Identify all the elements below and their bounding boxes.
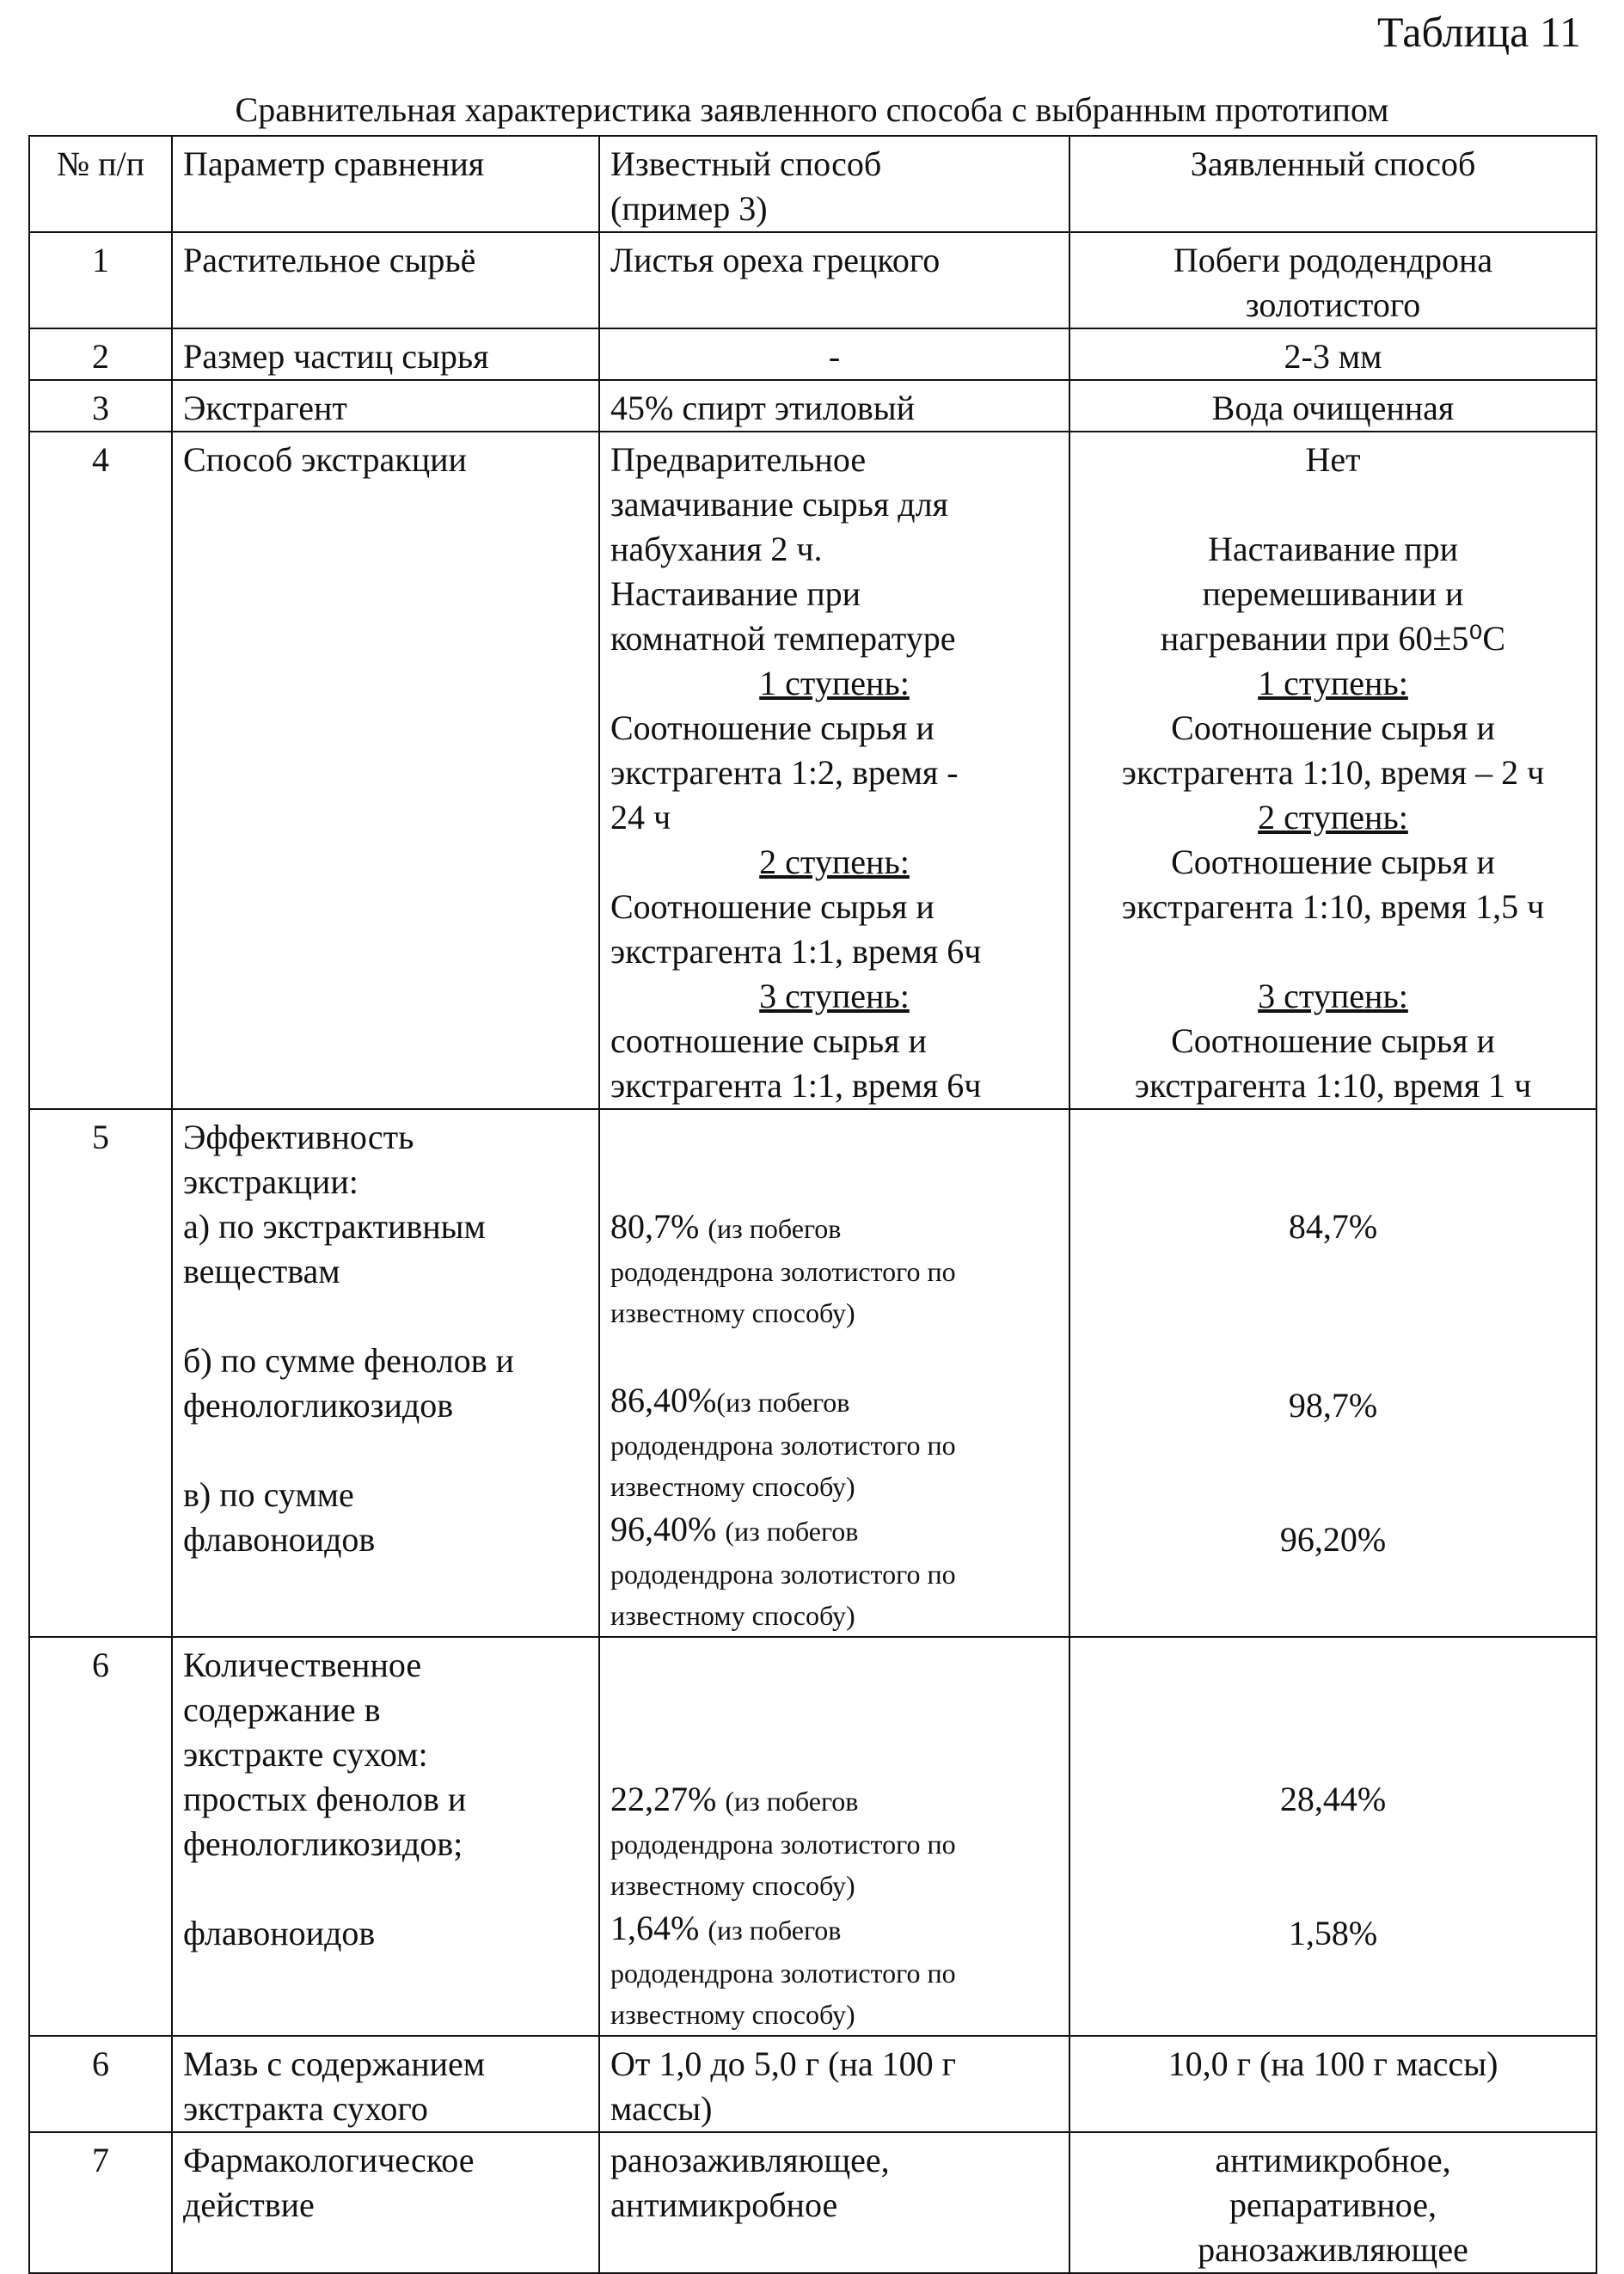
cell-line	[183, 1294, 588, 1339]
line-text: 84,7%	[1288, 1207, 1378, 1246]
line-text: в) по сумме	[183, 1475, 354, 1514]
cell-line	[1081, 1777, 1585, 1822]
cell-line	[610, 1688, 1058, 1732]
line-text: 5	[92, 1118, 109, 1156]
line-text: веществам	[183, 1252, 340, 1290]
line-text: содержание в	[183, 1690, 381, 1729]
cell-line	[610, 1204, 1058, 1251]
cell-line	[610, 187, 1058, 231]
line-text: Соотношение сырья и	[610, 887, 935, 926]
line-note: рододендрона золотистого по	[610, 1958, 956, 1989]
cell-line	[183, 2087, 588, 2131]
line-text: 2-3 мм	[1284, 337, 1382, 376]
cell-line	[610, 751, 1058, 795]
cell-line	[1081, 706, 1585, 751]
cell-num	[29, 380, 172, 432]
line-text: соотношение сырья и	[610, 1021, 927, 1060]
table-row	[29, 2036, 1596, 2132]
cell-param	[172, 136, 599, 232]
cell-line	[183, 334, 588, 379]
cell-line	[610, 2087, 1058, 2131]
cell-line	[183, 438, 588, 482]
cell-line	[40, 334, 161, 379]
cell-param	[172, 328, 599, 380]
cell-known	[599, 2036, 1069, 2132]
line-text: 24 ч	[610, 798, 671, 837]
cell-line	[1081, 1688, 1585, 1732]
line-text: Растительное сырьё	[183, 241, 476, 279]
line-text: 3	[92, 389, 109, 427]
table-row	[29, 328, 1596, 380]
line-text: 45% спирт этиловый	[610, 389, 916, 427]
cell-line	[610, 1425, 1058, 1466]
cell-line	[183, 1204, 588, 1249]
cell-line	[1081, 283, 1585, 328]
cell-line	[1081, 616, 1585, 661]
line-text: массы)	[610, 2089, 713, 2128]
cell-line	[183, 238, 588, 283]
cell-line	[610, 2183, 1058, 2228]
cell-line	[1081, 1160, 1585, 1204]
cell-line	[610, 616, 1058, 661]
cell-line	[610, 1292, 1058, 1333]
line-text: Эффективность	[183, 1118, 414, 1156]
line-text: 28,44%	[1279, 1780, 1387, 1818]
line-text: Соотношение сырья и	[1171, 708, 1495, 747]
cell-line	[183, 2183, 588, 2228]
line-note: известному способу)	[610, 1870, 855, 1901]
cell-line	[610, 1554, 1058, 1595]
line-text: антимикробное,	[1215, 2141, 1451, 2179]
line-note: известному способу)	[610, 1471, 855, 1502]
line-text: Соотношение сырья и	[610, 708, 935, 747]
cell-claimed	[1069, 2036, 1596, 2132]
cell-line	[610, 1643, 1058, 1688]
line-text: 6	[92, 1646, 109, 1684]
line-text: Листья ореха грецкого	[610, 241, 941, 279]
cell-line	[40, 238, 161, 283]
line-text: флавоноидов	[183, 1520, 376, 1559]
line-text: 96,40%	[610, 1510, 726, 1548]
cell-line	[1081, 885, 1585, 929]
cell-line	[610, 974, 1058, 1019]
cell-line	[610, 2138, 1058, 2183]
header-row	[29, 136, 1596, 232]
cell-param	[172, 1637, 599, 2036]
cell-known	[599, 1637, 1069, 2036]
cell-line	[40, 438, 161, 482]
cell-line	[1081, 1204, 1585, 1249]
cell-line	[1081, 2138, 1585, 2183]
line-text: ранозаживляющее,	[610, 2141, 890, 2179]
table-number: Таблица 11	[1377, 8, 1581, 56]
line-text: № п/п	[56, 144, 145, 183]
cell-line	[1081, 386, 1585, 431]
line-text: Размер частиц сырья	[183, 337, 489, 376]
line-text: 22,27%	[610, 1780, 726, 1818]
cell-line	[610, 1019, 1058, 1063]
cell-line	[610, 2042, 1058, 2087]
cell-line	[183, 1160, 588, 1204]
cell-known	[599, 328, 1069, 380]
line-text: экстрагента 1:1, время 6ч	[610, 932, 982, 971]
table-caption: Сравнительная характеристика заявленного способа с выбранным прототипом	[235, 90, 1389, 129]
cell-line	[610, 572, 1058, 616]
cell-line	[610, 840, 1058, 885]
line-text: фенологликозидов;	[183, 1824, 463, 1863]
line-text: простых фенолов и	[183, 1780, 467, 1818]
cell-known	[599, 2132, 1069, 2273]
cell-line	[610, 1507, 1058, 1554]
line-note: известному способу)	[610, 1297, 855, 1328]
cell-line	[40, 1643, 161, 1688]
line-text: Побеги рододендрона	[1173, 241, 1493, 279]
line-text: экстракта сухого	[183, 2089, 428, 2128]
line-note: (из побегов	[725, 1516, 859, 1547]
cell-line	[610, 1115, 1058, 1160]
cell-line	[1081, 795, 1585, 840]
line-text: антимикробное	[610, 2185, 838, 2224]
cell-line	[183, 1339, 588, 1383]
line-text: (пример 3)	[610, 189, 768, 228]
line-text: Заявленный способ	[1190, 144, 1476, 183]
line-text: Настаивание при	[610, 574, 861, 613]
cell-line	[610, 1732, 1058, 1777]
cell-line	[1081, 1732, 1585, 1777]
cell-line	[183, 1473, 588, 1517]
cell-line	[1081, 1249, 1585, 1294]
line-text: Предварительное	[610, 440, 867, 479]
line-text: Настаивание при	[1207, 530, 1458, 568]
line-note: рододендрона золотистого по	[610, 1256, 956, 1287]
line-text: набухания 2 ч.	[610, 530, 823, 568]
cell-known	[599, 432, 1069, 1109]
cell-line	[610, 1251, 1058, 1292]
cell-line	[183, 1732, 588, 1777]
cell-line	[610, 438, 1058, 482]
line-text: экстрагента 1:10, время 1,5 ч	[1121, 887, 1545, 926]
line-text: репаративное,	[1229, 2185, 1437, 2224]
line-text: 1	[92, 241, 109, 279]
line-text: фенологликозидов	[183, 1386, 454, 1425]
line-text: -	[828, 337, 841, 376]
cell-line	[183, 1517, 588, 1562]
cell-line	[1081, 929, 1585, 974]
cell-param	[172, 232, 599, 328]
cell-line	[183, 386, 588, 431]
cell-claimed	[1069, 1109, 1596, 1637]
cell-line	[1081, 2228, 1585, 2272]
cell-num	[29, 232, 172, 328]
cell-line	[1081, 1063, 1585, 1108]
cell-line	[1081, 2183, 1585, 2228]
cell-line	[1081, 1517, 1585, 1562]
line-text: комнатной температуре	[610, 619, 956, 658]
line-text: 1 ступень:	[759, 664, 910, 702]
line-text: перемешивании и	[1202, 574, 1464, 613]
cell-line	[183, 1383, 588, 1428]
line-text: а) по экстрактивным	[183, 1207, 486, 1246]
cell-line	[1081, 1383, 1585, 1428]
line-text: Мазь с содержанием	[183, 2044, 486, 2083]
line-text: Параметр сравнения	[183, 144, 485, 183]
cell-line	[40, 1115, 161, 1160]
cell-num	[29, 1109, 172, 1637]
cell-line	[610, 1823, 1058, 1865]
cell-line	[1081, 142, 1585, 187]
line-text: Вода очищенная	[1211, 389, 1455, 427]
line-text: флавоноидов	[183, 1914, 376, 1952]
line-text: 2	[92, 337, 109, 376]
line-text: 2 ступень:	[1258, 798, 1408, 837]
cell-known	[599, 232, 1069, 328]
cell-line	[610, 1333, 1058, 1378]
cell-line	[1081, 238, 1585, 283]
line-text: экстракции:	[183, 1162, 359, 1201]
line-text: Нет	[1305, 440, 1361, 479]
cell-line	[183, 1115, 588, 1160]
cell-claimed	[1069, 432, 1596, 1109]
cell-known	[599, 136, 1069, 232]
cell-line	[1081, 438, 1585, 482]
line-text: б) по сумме фенолов и	[183, 1341, 514, 1380]
cell-line	[183, 1866, 588, 1911]
cell-num	[29, 432, 172, 1109]
table-row	[29, 380, 1596, 432]
table-row	[29, 432, 1596, 1109]
cell-known	[599, 380, 1069, 432]
cell-line	[1081, 1822, 1585, 1866]
line-text: 2 ступень:	[759, 843, 910, 881]
cell-line	[183, 2042, 588, 2087]
cell-line	[183, 2138, 588, 2183]
line-text: 4	[92, 440, 109, 479]
line-text: золотистого	[1245, 285, 1421, 324]
cell-line	[183, 1428, 588, 1473]
line-text: 86,40%	[610, 1381, 717, 1419]
table-row	[29, 1109, 1596, 1637]
cell-param	[172, 2036, 599, 2132]
cell-line	[1081, 1428, 1585, 1473]
cell-line	[40, 386, 161, 431]
cell-line	[610, 1865, 1058, 1906]
line-text: Способ экстракции	[183, 440, 467, 479]
line-text: ранозаживляющее	[1198, 2230, 1468, 2269]
cell-line	[1081, 1643, 1585, 1688]
cell-line	[183, 1643, 588, 1688]
cell-line	[1081, 1019, 1585, 1063]
cell-param	[172, 1109, 599, 1637]
line-text: экстракте сухом:	[183, 1735, 428, 1774]
cell-line	[610, 661, 1058, 706]
cell-param	[172, 380, 599, 432]
cell-line	[1081, 334, 1585, 379]
line-text: 3 ступень:	[1258, 977, 1408, 1015]
line-text: 3 ступень:	[759, 977, 910, 1015]
line-note: известному способу)	[610, 1999, 855, 2030]
line-text: От 1,0 до 5,0 г (на 100 г	[610, 2044, 957, 2083]
cell-line	[1081, 751, 1585, 795]
cell-line	[610, 386, 1058, 431]
line-text: нагревании при 60±5⁰C	[1160, 619, 1506, 658]
line-note: (из побегов	[725, 1786, 859, 1817]
line-text: экстрагента 1:10, время – 2 ч	[1121, 753, 1545, 792]
cell-line	[610, 1466, 1058, 1507]
table-row	[29, 1637, 1596, 2036]
cell-line	[1081, 840, 1585, 885]
cell-line	[1081, 527, 1585, 572]
line-text: 96,20%	[1279, 1520, 1387, 1559]
cell-line	[610, 795, 1058, 840]
cell-line	[610, 334, 1058, 379]
line-text: 98,7%	[1288, 1386, 1378, 1425]
cell-line	[1081, 1339, 1585, 1383]
line-text: Известный способ	[610, 144, 882, 183]
cell-line	[1081, 974, 1585, 1019]
cell-line	[1081, 1473, 1585, 1517]
line-note: (из побегов	[708, 1213, 842, 1244]
cell-line	[183, 1822, 588, 1866]
cell-num	[29, 136, 172, 232]
cell-line	[183, 1911, 588, 1956]
cell-line	[1081, 661, 1585, 706]
line-text: Количественное	[183, 1646, 422, 1684]
cell-line	[1081, 1866, 1585, 1911]
cell-line	[183, 1688, 588, 1732]
cell-num	[29, 328, 172, 380]
line-text: 10,0 г (на 100 г массы)	[1167, 2044, 1498, 2083]
line-text: экстрагента 1:1, время 6ч	[610, 1066, 982, 1105]
cell-line	[610, 1952, 1058, 1994]
line-text: Экстрагент	[183, 389, 347, 427]
cell-claimed	[1069, 232, 1596, 328]
cell-line	[1081, 572, 1585, 616]
cell-line	[610, 885, 1058, 929]
cell-line	[40, 2138, 161, 2183]
cell-known	[599, 1109, 1069, 1637]
line-text: Фармакологическое	[183, 2141, 475, 2179]
line-text: 1,58%	[1288, 1914, 1378, 1952]
cell-num	[29, 1637, 172, 2036]
cell-line	[610, 706, 1058, 751]
cell-claimed	[1069, 2132, 1596, 2273]
cell-line	[610, 142, 1058, 187]
cell-line	[40, 142, 161, 187]
cell-line	[610, 1063, 1058, 1108]
cell-line	[610, 1777, 1058, 1823]
cell-claimed	[1069, 380, 1596, 432]
line-text: замачивание сырья для	[610, 485, 948, 524]
line-note: рододендрона золотистого по	[610, 1559, 956, 1590]
cell-num	[29, 2036, 172, 2132]
line-text: действие	[183, 2185, 315, 2224]
cell-line	[610, 527, 1058, 572]
cell-param	[172, 2132, 599, 2273]
line-note: рододендрона золотистого по	[610, 1829, 956, 1860]
line-note: (из побегов	[716, 1387, 850, 1418]
cell-line	[1081, 1294, 1585, 1339]
line-note: рододендрона золотистого по	[610, 1430, 956, 1461]
cell-line	[183, 142, 588, 187]
line-text: 1,64%	[610, 1909, 708, 1947]
cell-claimed	[1069, 1637, 1596, 2036]
table-row	[29, 2132, 1596, 2273]
cell-claimed	[1069, 136, 1596, 232]
cell-line	[1081, 2042, 1585, 2087]
cell-line	[610, 1378, 1058, 1425]
line-text: экстрагента 1:10, время 1 ч	[1134, 1066, 1532, 1105]
line-text: 1 ступень:	[1258, 664, 1408, 702]
cell-param	[172, 432, 599, 1109]
line-note: известному способу)	[610, 1600, 855, 1631]
cell-line	[610, 1160, 1058, 1204]
cell-line	[183, 1249, 588, 1294]
line-text: Соотношение сырья и	[1171, 1021, 1495, 1060]
cell-line	[40, 2042, 161, 2087]
line-text: экстрагента 1:2, время -	[610, 753, 959, 792]
cell-line	[610, 1994, 1058, 2035]
cell-line	[1081, 482, 1585, 527]
line-text: 7	[92, 2141, 109, 2179]
cell-line	[610, 238, 1058, 283]
comparison-table	[28, 135, 1597, 2274]
cell-line	[183, 1777, 588, 1822]
cell-line	[610, 1906, 1058, 1952]
line-text: Соотношение сырья и	[1171, 843, 1495, 881]
line-text: 80,7%	[610, 1207, 708, 1246]
cell-line	[610, 1595, 1058, 1636]
cell-line	[610, 929, 1058, 974]
line-note: (из побегов	[708, 1915, 842, 1946]
cell-line	[1081, 1115, 1585, 1160]
table-row	[29, 232, 1596, 328]
cell-line	[1081, 1911, 1585, 1956]
cell-num	[29, 2132, 172, 2273]
cell-line	[610, 482, 1058, 527]
line-text: 6	[92, 2044, 109, 2083]
cell-claimed	[1069, 328, 1596, 380]
